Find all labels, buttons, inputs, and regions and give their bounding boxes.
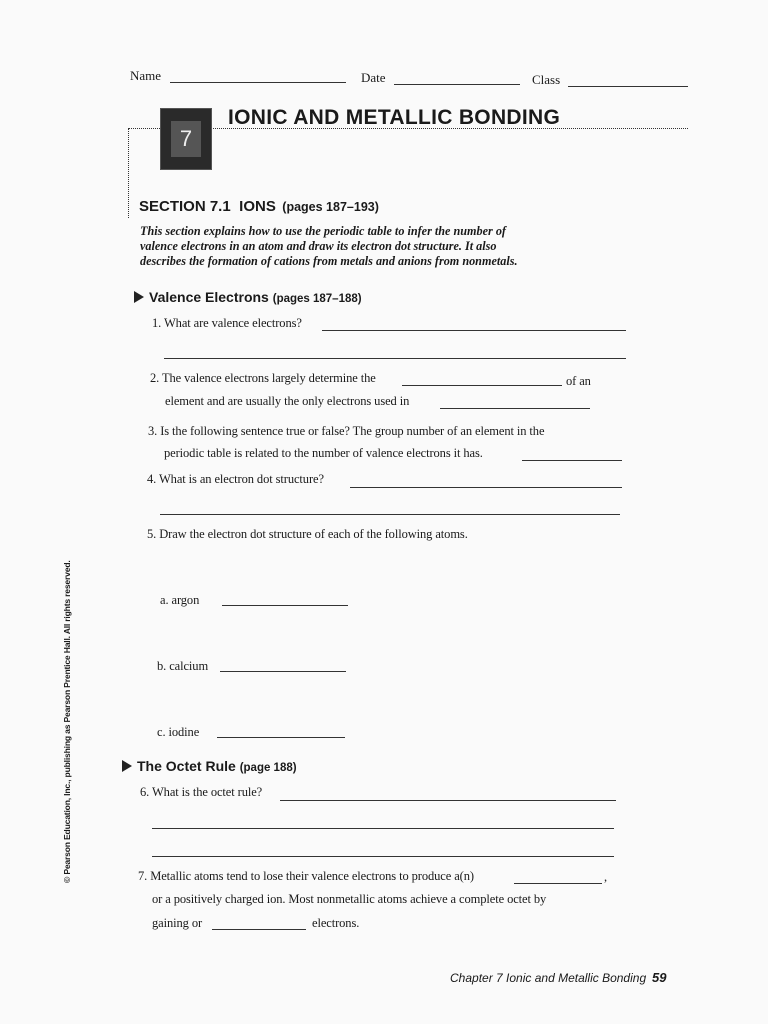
- valence-heading: [134, 289, 362, 305]
- section-intro: [140, 224, 518, 269]
- class-field[interactable]: [568, 76, 688, 87]
- answer-7-blank-2[interactable]: [212, 918, 306, 930]
- answer-2-blank-2[interactable]: [440, 397, 590, 409]
- section-heading: [139, 198, 379, 216]
- section-subtitle: IONS: [239, 198, 276, 215]
- intro-line-1: This section explains how to use the periodic table to infer the number of: [140, 224, 506, 238]
- chapter-title: IONIC AND METALLIC BONDING: [228, 106, 561, 129]
- question-2-part-a: 2. The valence electrons largely determine the: [150, 371, 376, 385]
- answer-6-line-1[interactable]: [280, 789, 616, 801]
- octet-heading-text: The Octet Rule: [137, 758, 236, 774]
- answer-5c-line[interactable]: [217, 726, 345, 738]
- footer-page-number: 59: [652, 970, 667, 985]
- intro-line-3: describes the formation of cations from metals and anions from nonmetals.: [140, 254, 518, 268]
- question-6: 6. What is the octet rule?: [140, 785, 263, 799]
- chapter-bracket-side: [128, 128, 129, 218]
- answer-4-line-2[interactable]: [160, 504, 620, 515]
- valence-heading-text: Valence Electrons: [149, 289, 269, 305]
- answer-6-line-3[interactable]: [152, 846, 614, 857]
- answer-2-blank-1[interactable]: [402, 374, 562, 386]
- question-5b: b. calcium: [157, 659, 209, 673]
- answer-7-blank-1[interactable]: [514, 872, 602, 884]
- octet-heading: [122, 758, 297, 774]
- answer-6-line-2[interactable]: [152, 818, 614, 829]
- question-4: 4. What is an electron dot structure?: [147, 472, 324, 486]
- question-7-line-3a: gaining or: [152, 916, 203, 930]
- question-7-line-3b: electrons.: [312, 916, 360, 930]
- answer-5b-line[interactable]: [220, 660, 346, 672]
- class-label: Class: [532, 72, 561, 87]
- name-field[interactable]: [170, 72, 346, 83]
- question-7-line-2: or a positively charged ion. Most nonmetallic atoms achieve a complete octet by: [152, 892, 547, 906]
- question-3-line-2: periodic table is related to the number of valence electrons it has.: [164, 446, 483, 460]
- question-7-line-1: 7. Metallic atoms tend to lose their valence electrons to produce a(n): [138, 869, 474, 883]
- question-1: 1. What are valence electrons?: [152, 316, 302, 330]
- answer-1-line-1[interactable]: [322, 319, 626, 331]
- intro-line-2: valence electrons in an atom and draw its electron dot structure. It also: [140, 239, 497, 253]
- question-3-line-1: 3. Is the following sentence true or false? The group number of an element in the: [148, 424, 545, 438]
- name-label: Name: [130, 68, 162, 83]
- section-title: SECTION 7.1: [139, 198, 231, 215]
- chapter-number-inner: 7: [171, 121, 201, 157]
- triangle-bullet-icon: [122, 760, 132, 772]
- question-5c: c. iodine: [157, 725, 200, 739]
- answer-3-line[interactable]: [522, 449, 622, 461]
- question-7-comma: ,: [604, 870, 608, 884]
- triangle-bullet-icon: [134, 291, 144, 303]
- copyright-notice: © Pearson Education, Inc., publishing as Pearson Prentice Hall. All rights reserved.: [62, 560, 72, 883]
- section-pages: (pages 187–193): [282, 200, 379, 214]
- date-label: Date: [361, 70, 386, 85]
- answer-5a-line[interactable]: [222, 594, 348, 606]
- answer-4-line-1[interactable]: [350, 476, 622, 488]
- chapter-number-box: [160, 108, 212, 170]
- date-field[interactable]: [394, 74, 520, 85]
- valence-pages: (pages 187–188): [272, 293, 362, 305]
- answer-1-line-2[interactable]: [164, 348, 626, 359]
- footer-chapter: Chapter 7 Ionic and Metallic Bonding: [450, 971, 647, 985]
- octet-pages: (page 188): [239, 762, 297, 774]
- question-2-part-b: of an: [566, 374, 591, 388]
- question-5: 5. Draw the electron dot structure of each of the following atoms.: [147, 527, 468, 541]
- question-2-part-c: element and are usually the only electrons used in: [165, 394, 410, 408]
- question-5a: a. argon: [160, 593, 200, 607]
